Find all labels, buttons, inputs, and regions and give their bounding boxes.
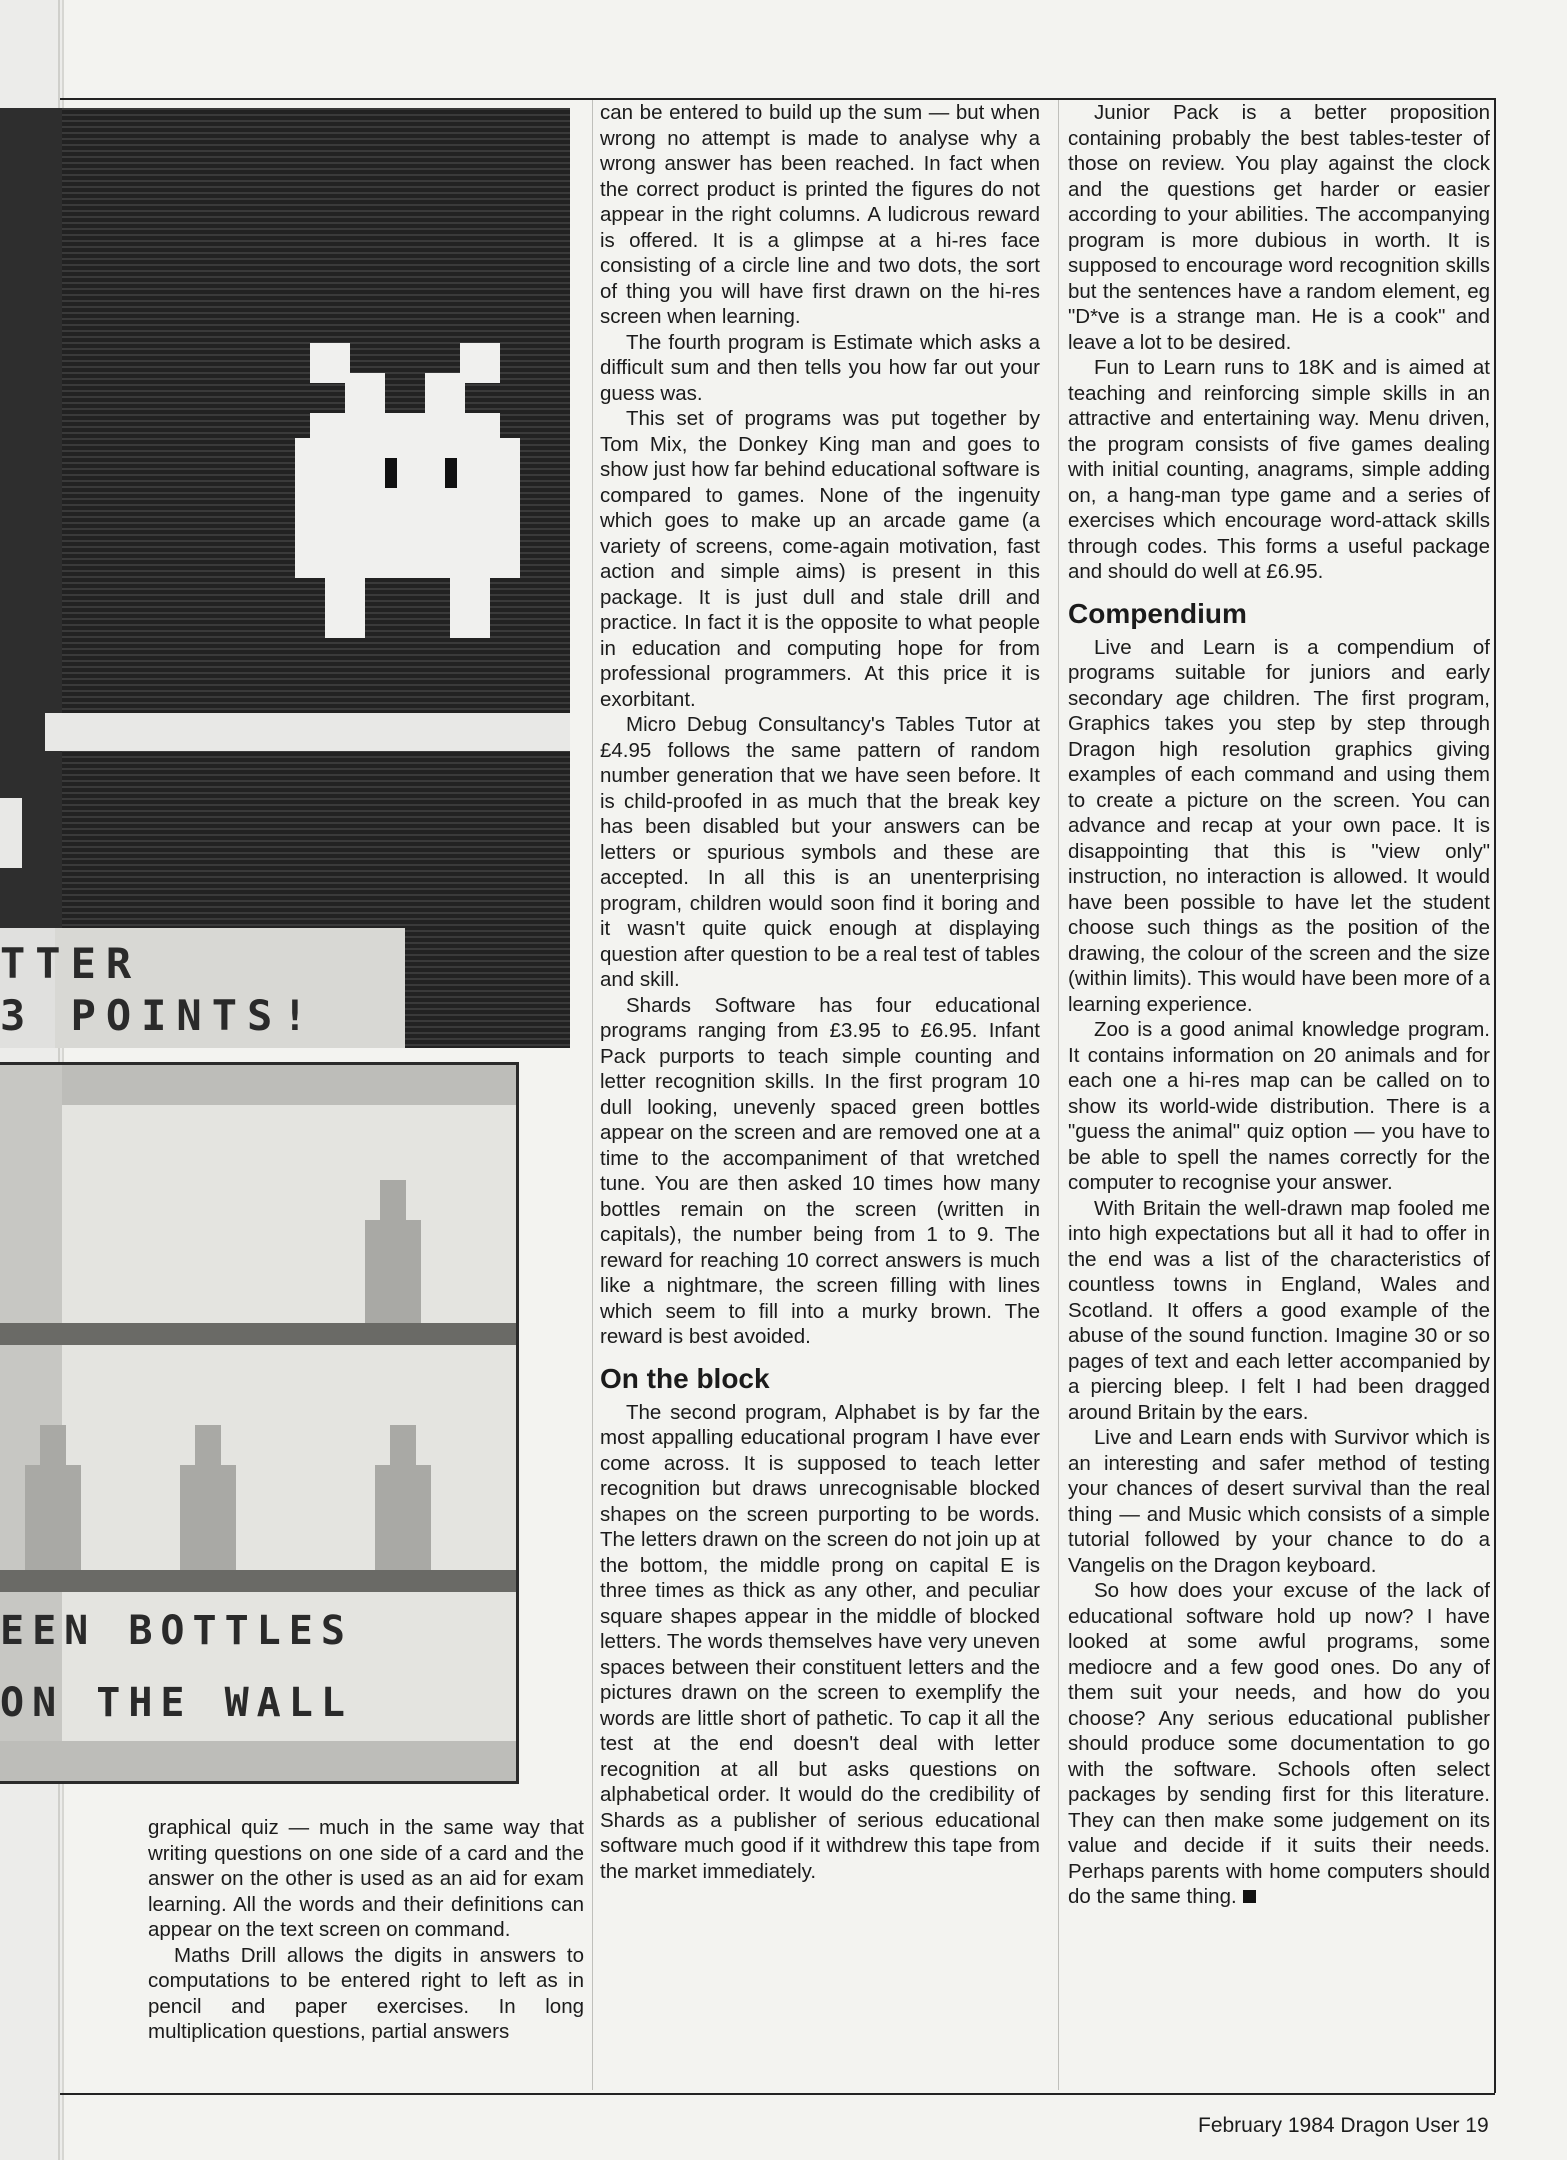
lower-shelf [0,1570,516,1592]
article-column-middle [600,100,1040,1884]
screenshot-photo-invader [0,108,570,1048]
bottles-caption-line2: ON THE WALL [0,1680,353,1726]
screenshot-photo-bottles [0,1062,519,1784]
bottom-rule [60,2093,1495,2095]
screen-message [0,938,400,1042]
paragraph: Micro Debug Consultancy's Tables Tutor at £4.95 follows the same pattern of random number generation that we have seen before. It is child-proofed in as much that the break key has been disabled but your answers can be letters or spurious symbols and these are accepted. In all this is an unenterprising program, children would soon find it boring and it wasn't quite quick enough at displaying question after question to be a real test of tables and skill. [600,713,1040,991]
paragraph: Zoo is a good animal knowledge program. It contains information on 20 animals and for each one a hi-res map can be called on to show its world-wide distribution. There is a "guess the animal" quiz option — you have to be able to spell the names correctly for the computer to recognise your answer. [1068,1018,1490,1194]
paragraph: The fourth program is Estimate which asks a difficult sum and then tells you how far out your guess was. [600,330,1040,405]
paragraph-text: So how does your excuse of the lack of educational software hold up now? I have looked at some awful programs, some mediocre and a few good ones. Do any of them suit your needs, and how do you choose? Any serious educational publisher should produce some documentation to go with the software. Schools often select packages by sending first for this literature. They can then make some judgement on its value and decide if it suits their needs. Perhaps parents with home computers should do the same thing. [1068,1579,1490,1908]
page-footer: February 1984 Dragon User 19 [1198,2114,1489,2137]
paragraph: The second program, Alphabet is by far the most appalling educational program I have ever come across. It is supposed to teach letter recognition but draws unrecognisable blocked shapes on the screen purporting to be words. The letters drawn on the screen do not join up at the bottom, the middle prong on capital E is three times as thick as any other, and peculiar square shapes appear in the middle of blocked letters. The words themselves have very uneven spaces between their constituent letters and the pictures drawn on the screen to exemplify the words are little short of pathetic. To cap it all the test at the end doesn't deal with letter recognition at all but asks questions on alphabetical order. It would do the credibility of Shards as a publisher of serious educational software much good if it withdrew this tape from the market immediately. [600,1400,1040,1883]
paragraph: Live and Learn is a compendium of programs suitable for juniors and early secondary age children. The first program, Graphics takes you step by step through Dragon high resolution graphics giving examples of each command and using them to create a picture on the screen. You can advance and recap at your own pace. It is disappointing that this is "view only" instruction, no interaction is allowed. It would have been possible to have let the student choose such things as the position of the drawing, the colour of the screen and the size (within limits). This would have been more of a learning experience. [1068,635,1490,1016]
invader-screen-image [0,108,570,1048]
paragraph: can be entered to build up the sum — but when wrong no attempt is made to analyse why a wrong answer has been reached. In fact when the correct product is printed the figures do not appear in the right columns. A ludicrous reward is offered. It is a glimpse at a hi-res face consisting of a circle line and two dots, the sort of thing you will have first drawn on the hi-res screen when learning. [600,101,1040,328]
screen-message-line2: 3 POINTS! [0,991,318,1040]
screen-message-line1: TTER [0,939,142,988]
paragraph: Fun to Learn runs to 18K and is aimed at teaching and reinforcing simple skills in an attractive and entertaining way. Menu driven, the program consists of five games dealing with initial counting, anagrams, simple adding on, a hang-man type game and a series of exercises which encourage word-attack skills through codes. This forms a useful package and should do well at £6.95. [1068,356,1490,583]
paragraph: With Britain the well-drawn map fooled me into high expectations but all it had to offer in the end was a list of the characteristics of countless towns in England, Wales and Scotland. It offers a good example of the abuse of the sound function. Imagine 30 or so pages of text and each letter accompanied by a piercing bleep. I felt I had been dragged around Britain by the ears. [1068,1196,1490,1424]
right-rule [1494,98,1496,2093]
paragraph: Junior Pack is a better proposition containing probably the best tables-tester of those on review. You play against the clock and the questions get harder or easier according to your abilities. The accompanying program is more dubious in worth. It is supposed to encourage word recognition skills but the sentences have a random element, eg "D*ve is a strange man. He is a cook" and leave a lot to be desired. [1068,101,1490,354]
paragraph: Maths Drill allows the digits in answers to computations to be entered right to left as in pencil and paper exercises. In long multiplication questions, partial answers [148,1943,584,2043]
article-column-left [148,1815,584,2045]
column-divider [592,100,593,2090]
column-divider [1058,100,1059,2090]
paragraph: Shards Software has four educational programs ranging from £3.95 to £6.95. Infant Pack purports to teach simple counting and letter recognition skills. In the first program 10 dull looking, unevenly spaced green bottles appear on the screen and are removed one at a time to the accompaniment of that wretched tune. You are then asked 10 times how many bottles remain on the screen (written in capitals), the number being from 1 to 9. The reward for reaching 10 correct answers is much like a nightmare, the screen filling with lines which seem to fill into a murky brown. The reward is best avoided. [600,993,1040,1348]
paragraph: graphical quiz — much in the same way that writing questions on one side of a card and the answer on the other is used as an aid for exam learning. All the words and their definitions can appear on the text screen on command. [148,1816,584,1941]
section-heading-on-the-block: On the block [600,1362,770,1394]
ground-bar [45,713,570,751]
upper-shelf [0,1323,516,1345]
final-paragraph [1068,1578,1490,1910]
bottles-caption-line1: EEN BOTTLES [0,1608,353,1654]
bottles-caption [0,1595,516,1739]
end-mark-icon [1243,1890,1256,1903]
paragraph: Live and Learn ends with Survivor which is an interesting and safer method of testing your chances of desert survival than the real thing — and Music which consists of a simple tutorial followed by your chance to do a Vangelis on the Dragon keyboard. [1068,1426,1490,1577]
article-column-right [1068,100,1490,1910]
section-heading-compendium: Compendium [1068,597,1247,629]
paragraph: This set of programs was put together by Tom Mix, the Donkey King man and goes to show just how far behind educational software is compared to games. None of the ingenuity which goes to make up an arcade game (a variety of screens, come-again motivation, fast action and simple aims) is present in this package. It is just dull and stale drill and practice. In fact it is the opposite to what people in education and computing hope for from professional programmers. At this price it is exorbitant. [600,407,1040,711]
